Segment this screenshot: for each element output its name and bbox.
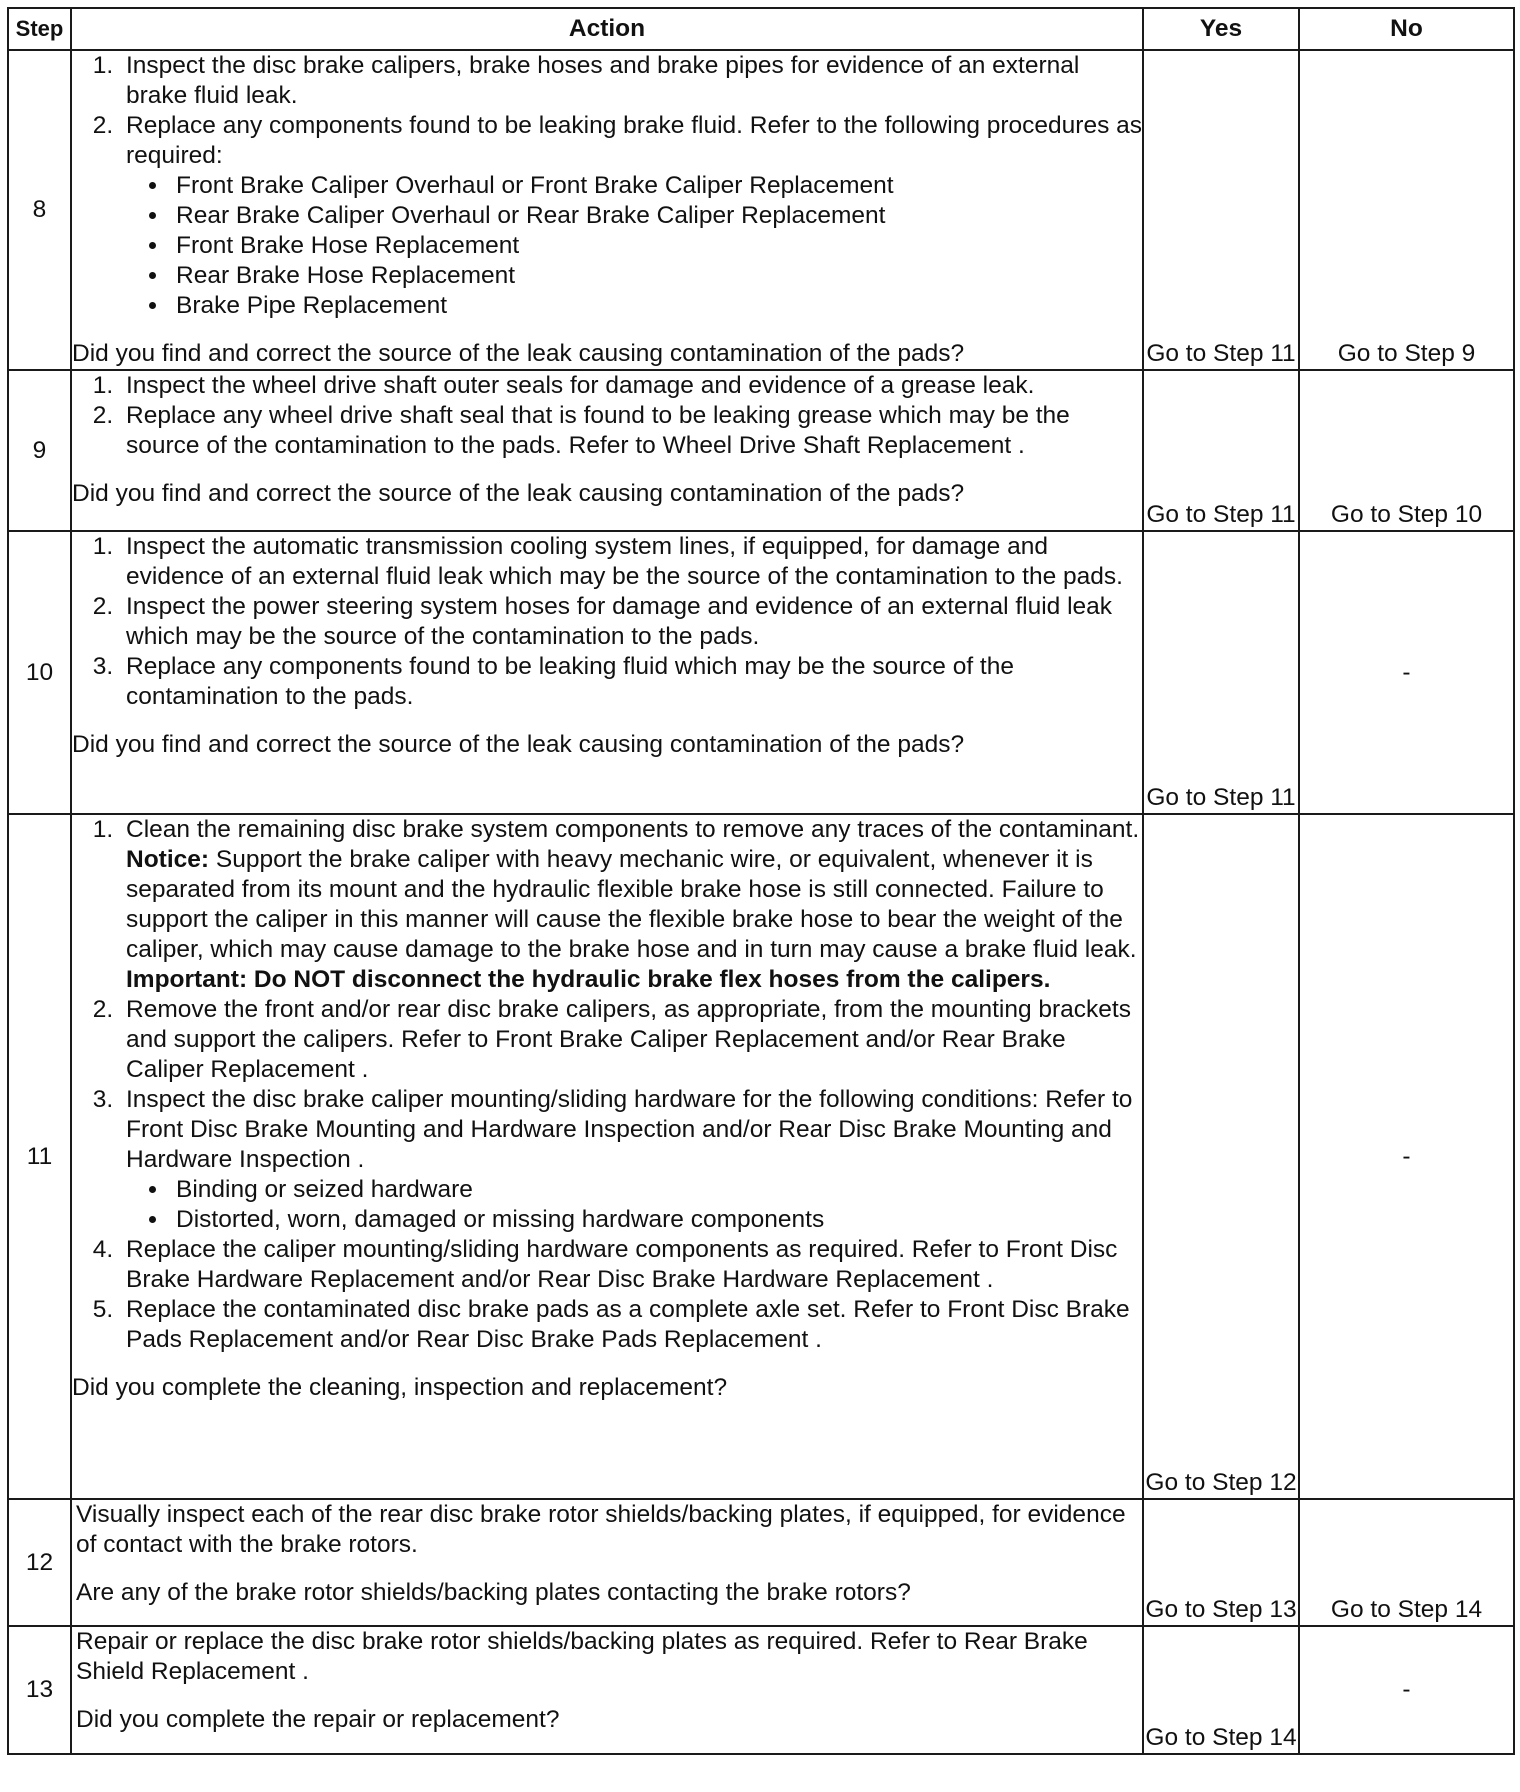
action-steps: [72, 51, 1142, 321]
yes-cell: Go to Step 11: [1143, 50, 1299, 370]
action-item-text: Inspect the disc brake caliper mounting/sliding hardware for the following conditions: Refer to Front Disc Brake Mounting and Hardware Inspection and/or Rear Disc Brake Mounting and Hardware Inspection .: [126, 1086, 1133, 1173]
action-cell: [71, 50, 1143, 370]
notice-body: Support the brake caliper with heavy mechanic wire, or equivalent, whenever it is separated from its mount and the hydraulic flexible brake hose is still connected. Failure to support the caliper in this manner will cause the flexible brake hose to bear the weight of the caliper, which may cause damage to the brake hose and in turn may cause a brake fluid leak.: [126, 846, 1137, 963]
table-row-step-9: [8, 370, 1514, 531]
no-cell: Go to Step 9: [1299, 50, 1514, 370]
step-number: 12: [8, 1499, 71, 1626]
question-text: Did you find and correct the source of the leak causing contamination of the pads?: [72, 480, 965, 507]
action-item: 5. Replace the contaminated disc brake pads as a complete axle set. Refer to Front Disc Brake Pads Replacement and/or Rear Disc Brake Pads Replacement .: [120, 1295, 1142, 1355]
header-step: Step: [8, 8, 71, 50]
yes-cell: Go to Step 12: [1143, 814, 1299, 1499]
action-cell: [71, 814, 1143, 1499]
condition-item: • Binding or seized hardware: [170, 1175, 1142, 1205]
action-steps: [72, 371, 1142, 461]
header-no: No: [1299, 8, 1514, 50]
action-item: 1. Inspect the automatic transmission cooling system lines, if equipped, for damage and evidence of an external fluid leak which may be the source of the contamination to the pads.: [120, 532, 1142, 592]
header-row: [8, 8, 1514, 50]
action-text: Visually inspect each of the rear disc brake rotor shields/backing plates, if equipped, for evidence of contact with the brake rotors.: [76, 1501, 1126, 1558]
diagnostic-table: [7, 7, 1515, 1755]
action-text: Repair or replace the disc brake rotor shields/backing plates as required. Refer to Rear Brake Shield Replacement .: [76, 1628, 1088, 1685]
procedure-item: • Rear Brake Hose Replacement: [170, 261, 1142, 291]
yes-cell: Go to Step 13: [1143, 1499, 1299, 1626]
action-cell: [71, 370, 1143, 531]
table-row-step-13: [8, 1626, 1514, 1754]
action-item: [120, 1085, 1142, 1235]
header-action: Action: [71, 8, 1143, 50]
action-item: [120, 815, 1142, 995]
action-cell: [71, 1626, 1143, 1754]
action-item: 4. Replace the caliper mounting/sliding hardware components as required. Refer to Front Disc Brake Hardware Replacement and/or Rear Disc Brake Hardware Replacement .: [120, 1235, 1142, 1295]
notice-label: Notice:: [126, 846, 210, 873]
action-item: 2. Replace any wheel drive shaft seal that is found to be leaking grease which may be the source of the contamination to the pads. Refer to Wheel Drive Shaft Replacement .: [120, 401, 1142, 461]
action-cell: [71, 531, 1143, 814]
action-item: 3. Replace any components found to be leaking fluid which may be the source of the contamination to the pads.: [120, 652, 1142, 712]
procedure-item: • Front Brake Caliper Overhaul or Front Brake Caliper Replacement: [170, 171, 1142, 201]
procedure-item: • Rear Brake Caliper Overhaul or Rear Brake Caliper Replacement: [170, 201, 1142, 231]
step-number: 9: [8, 370, 71, 531]
yes-cell: Go to Step 11: [1143, 531, 1299, 814]
notice-text: [126, 845, 1142, 965]
condition-item: • Distorted, worn, damaged or missing hardware components: [170, 1205, 1142, 1235]
yes-cell: Go to Step 11: [1143, 370, 1299, 531]
table-row-step-10: [8, 531, 1514, 814]
action-item-text: 1. Clean the remaining disc brake system components to remove any traces of the contaminant.: [126, 816, 1140, 843]
question-text: Did you find and correct the source of the leak causing contamination of the pads?: [72, 731, 965, 758]
table-row-step-8: [8, 50, 1514, 370]
action-item: [120, 111, 1142, 321]
no-cell: -: [1299, 814, 1514, 1499]
question-text: Are any of the brake rotor shields/backing plates contacting the brake rotors?: [76, 1579, 911, 1606]
action-steps: [72, 815, 1142, 1355]
table-row-step-12: [8, 1499, 1514, 1626]
step-number: 10: [8, 531, 71, 814]
action-steps: [72, 532, 1142, 712]
procedure-item: • Brake Pipe Replacement: [170, 291, 1142, 321]
action-item: 1. Inspect the disc brake calipers, brake hoses and brake pipes for evidence of an external brake fluid leak.: [120, 51, 1142, 111]
step-number: 8: [8, 50, 71, 370]
step-number: 13: [8, 1626, 71, 1754]
action-cell: [71, 1499, 1143, 1626]
question-text: Did you find and correct the source of the leak causing contamination of the pads?: [72, 340, 965, 367]
important-text: Important: Do NOT disconnect the hydraulic brake flex hoses from the calipers.: [126, 966, 1051, 993]
procedure-item: • Front Brake Hose Replacement: [170, 231, 1142, 261]
table-row-step-11: [8, 814, 1514, 1499]
action-item-text: Replace any components found to be leaking brake fluid. Refer to the following procedures as required:: [126, 112, 1143, 169]
no-cell: -: [1299, 1626, 1514, 1754]
header-yes: Yes: [1143, 8, 1299, 50]
condition-list: [126, 1175, 1142, 1235]
no-cell: Go to Step 10: [1299, 370, 1514, 531]
no-cell: Go to Step 14: [1299, 1499, 1514, 1626]
procedure-list: [126, 171, 1142, 321]
step-number: 11: [8, 814, 71, 1499]
action-item: 1. Inspect the wheel drive shaft outer seals for damage and evidence of a grease leak.: [120, 371, 1142, 401]
no-cell: -: [1299, 531, 1514, 814]
question-text: Did you complete the cleaning, inspection and replacement?: [72, 1374, 728, 1401]
action-item: 2. Inspect the power steering system hoses for damage and evidence of an external fluid leak which may be the source of the contamination to the pads.: [120, 592, 1142, 652]
question-text: Did you complete the repair or replacement?: [76, 1706, 560, 1733]
yes-cell: Go to Step 14: [1143, 1626, 1299, 1754]
action-item: 2. Remove the front and/or rear disc brake calipers, as appropriate, from the mounting brackets and support the calipers. Refer to Front Brake Caliper Replacement and/or Rear Brake Caliper Replacement .: [120, 995, 1142, 1085]
